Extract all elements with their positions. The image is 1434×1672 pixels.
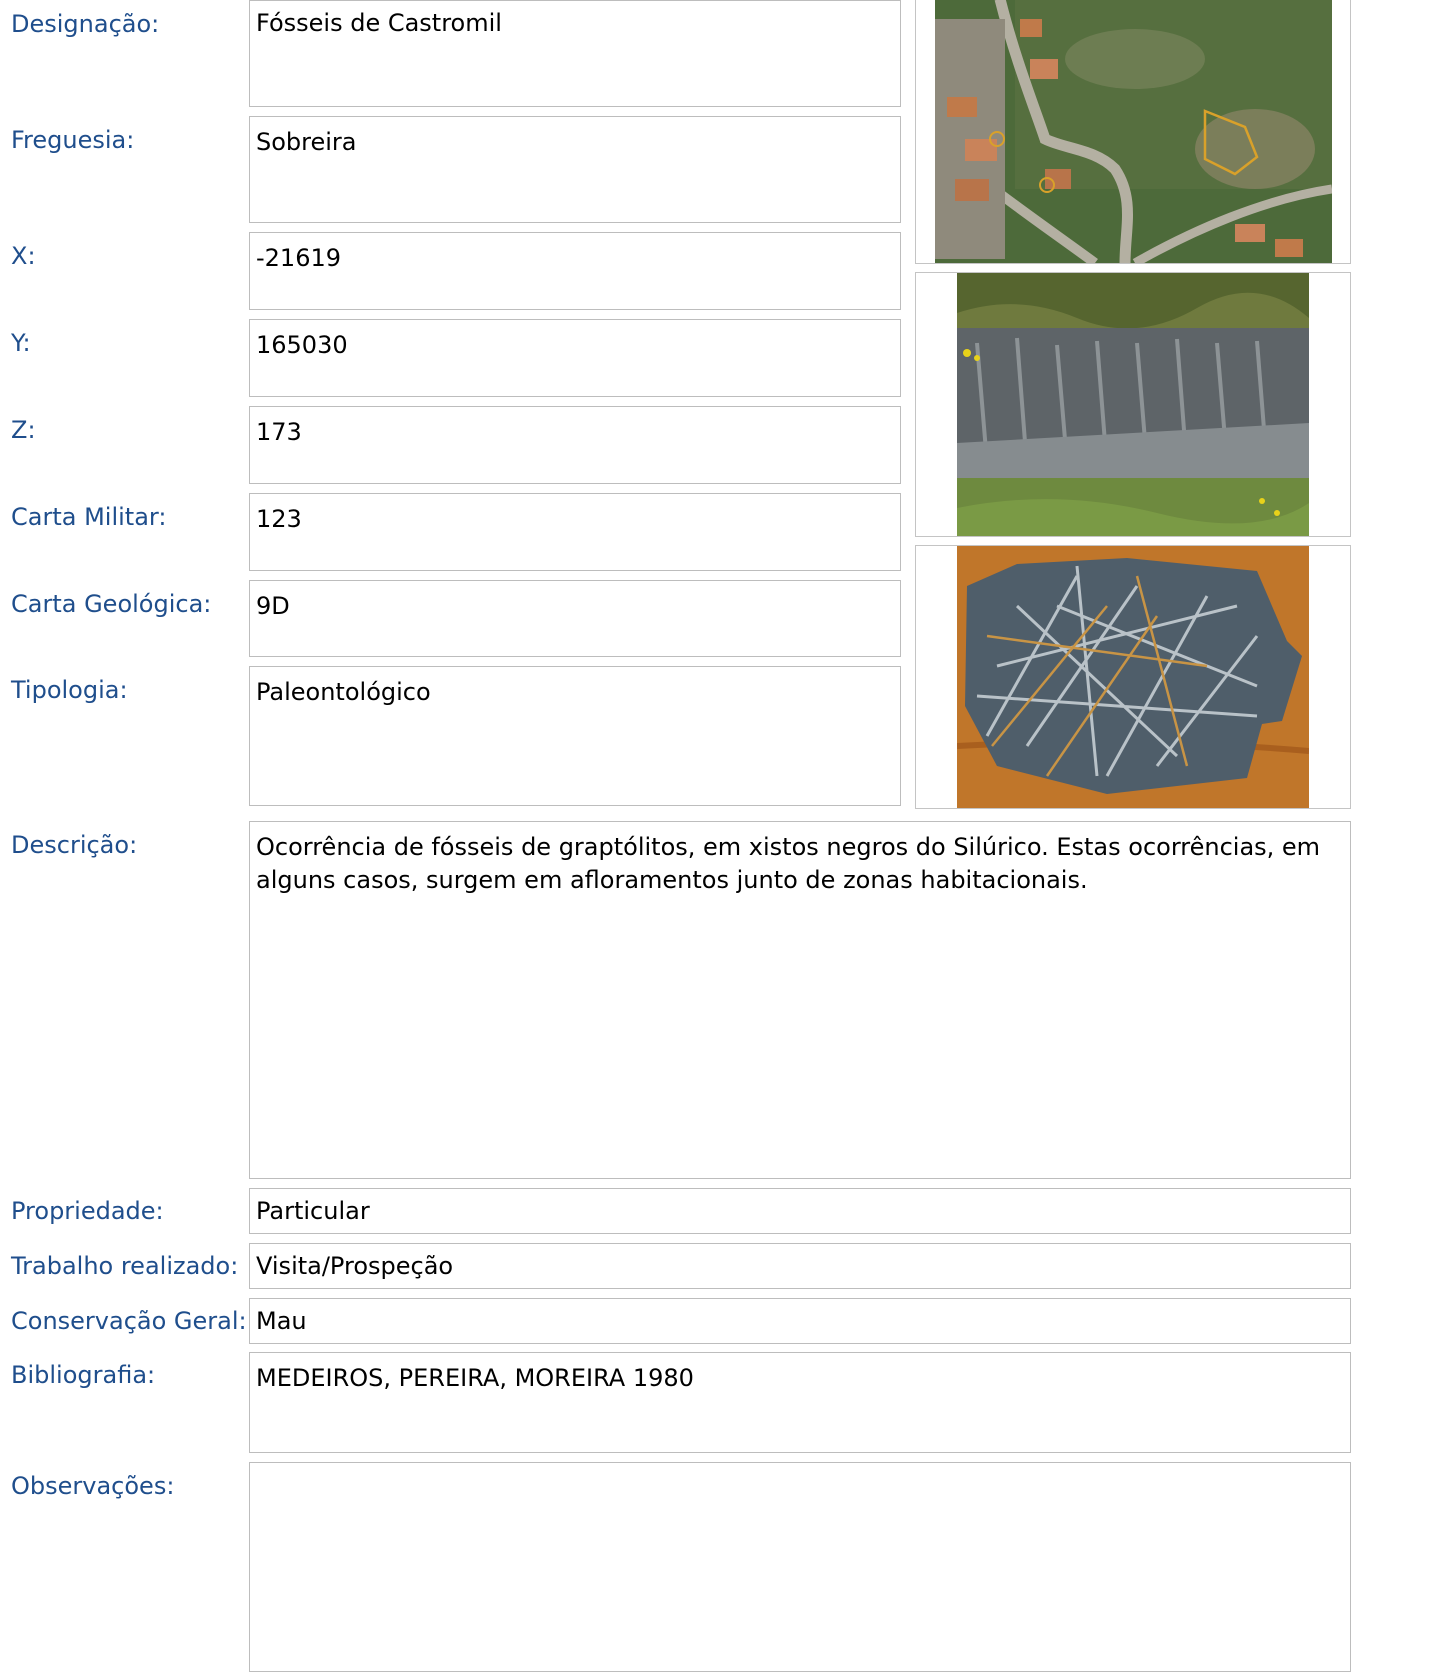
y-label: Y: bbox=[11, 329, 31, 357]
propriedade-field[interactable]: Particular bbox=[249, 1188, 1351, 1234]
tipologia-label: Tipologia: bbox=[11, 676, 128, 704]
outcrop-photo bbox=[915, 272, 1351, 537]
x-label: X: bbox=[11, 242, 36, 270]
descricao-label: Descrição: bbox=[11, 831, 138, 859]
trabalho-realizado-label: Trabalho realizado: bbox=[11, 1252, 239, 1280]
designacao-field[interactable]: Fósseis de Castromil bbox=[249, 0, 901, 107]
z-label: Z: bbox=[11, 416, 36, 444]
tipologia-field[interactable]: Paleontológico bbox=[249, 666, 901, 806]
conservacao-geral-label: Conservação Geral: bbox=[11, 1307, 247, 1335]
carta-geologica-label: Carta Geológica: bbox=[11, 590, 212, 618]
observacoes-field[interactable] bbox=[249, 1462, 1351, 1672]
observacoes-label: Observações: bbox=[11, 1472, 175, 1500]
fossil-slab-photo bbox=[915, 545, 1351, 809]
propriedade-label: Propriedade: bbox=[11, 1197, 164, 1225]
x-field[interactable]: -21619 bbox=[249, 232, 901, 310]
z-field[interactable]: 173 bbox=[249, 406, 901, 484]
carta-militar-field[interactable]: 123 bbox=[249, 493, 901, 571]
carta-militar-label: Carta Militar: bbox=[11, 503, 167, 531]
freguesia-label: Freguesia: bbox=[11, 126, 135, 154]
bibliografia-label: Bibliografia: bbox=[11, 1361, 156, 1389]
conservacao-geral-field[interactable]: Mau bbox=[249, 1298, 1351, 1344]
freguesia-field[interactable]: Sobreira bbox=[249, 116, 901, 223]
carta-geologica-field[interactable]: 9D bbox=[249, 580, 901, 657]
bibliografia-field[interactable]: MEDEIROS, PEREIRA, MOREIRA 1980 bbox=[249, 1352, 1351, 1453]
descricao-field[interactable]: Ocorrência de fósseis de graptólitos, em xistos negros do Silúrico. Estas ocorrências, em alguns casos, surgem em afloramentos junto de zonas habitacionais. bbox=[249, 821, 1351, 1179]
y-field[interactable]: 165030 bbox=[249, 319, 901, 397]
designacao-label: Designação: bbox=[11, 10, 160, 38]
aerial-map-photo bbox=[915, 0, 1351, 264]
trabalho-realizado-field[interactable]: Visita/Prospeção bbox=[249, 1243, 1351, 1289]
